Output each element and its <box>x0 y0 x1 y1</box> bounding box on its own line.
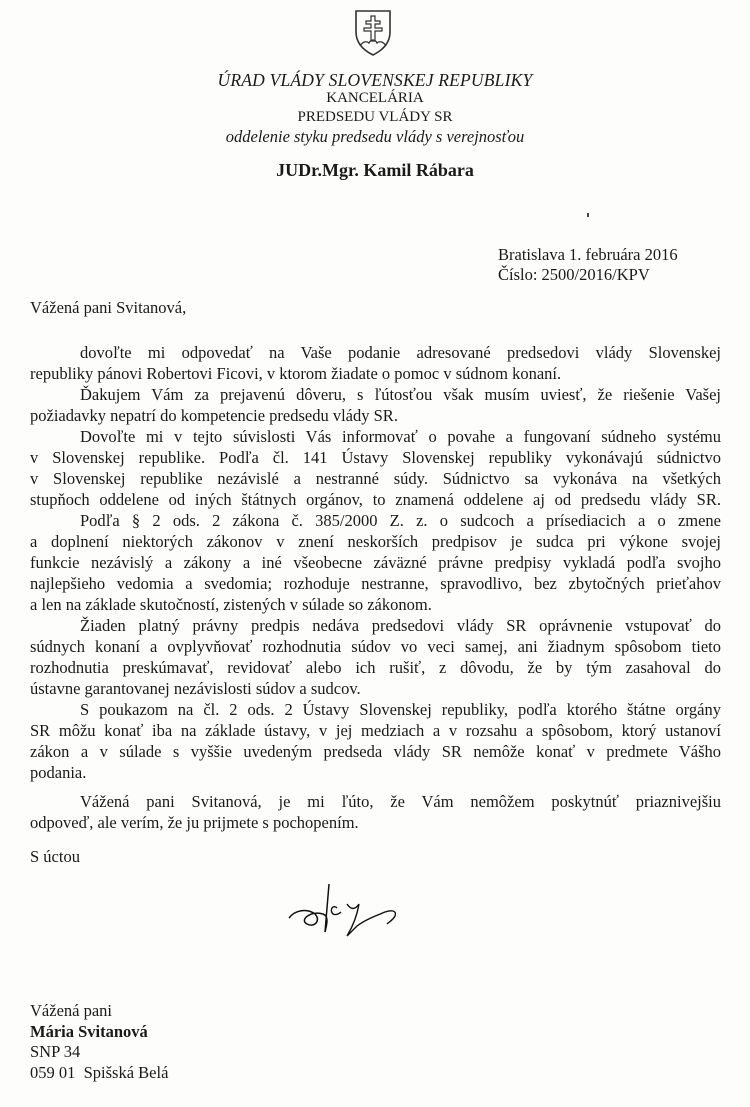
paragraph <box>30 615 721 699</box>
text-line: Vážená pani Svitanová, je mi ľúto, že Vám nemôžem poskytnúť priaznivejšiu <box>80 792 721 811</box>
text-line: podania. <box>30 763 87 782</box>
official-name: JUDr.Mgr. Kamil Rábara <box>276 160 474 180</box>
text-line: v Slovenskej republike nezávislé a nestranné súdy. Súdnictvo sa vykonáva na všetkých <box>30 469 721 488</box>
paragraph <box>30 426 721 510</box>
salutation: Vážená pani Svitanová, <box>30 298 187 317</box>
recipient-name: Mária Svitanová <box>30 1021 148 1041</box>
text-line: Podľa § 2 ods. 2 zákona č. 385/2000 Z. z. o sudcoch a prísediacich a o zmene <box>80 511 721 530</box>
chancellery-label: KANCELÁRIA <box>326 90 424 106</box>
recipient-address <box>30 1001 168 1083</box>
text-line: S poukazom na čl. 2 ods. 2 Ústavy Slovenskej republiky, podľa ktorého štátne orgány <box>80 700 721 719</box>
recipient-city: 059 01 Spišská Belá <box>30 1062 169 1082</box>
text-line: dovoľte mi odpovedať na Vaše podanie adresované predsedovi vlády Slovenskej <box>80 343 721 362</box>
pm-label: PREDSEDU VLÁDY SR <box>297 109 453 125</box>
paragraph <box>30 699 721 783</box>
paragraph <box>30 510 721 615</box>
text-line: v Slovenskej republike. Podľa čl. 141 Ústavy Slovenskej republiky vykonávajú súdnictvo <box>30 448 721 467</box>
text-line: Žiaden platný právny predpis nedáva predsedovi vlády SR oprávnenie vstupovať do <box>80 616 721 635</box>
text-line: najlepšieho vedomia a svedomia; rozhoduje nestranne, spravodlivo, bez zbytočných prieťahov <box>30 574 721 593</box>
closing: S úctou <box>30 847 80 866</box>
text-line: stupňoch oddelene od iných štátnych orgánov, to znamená oddelene aj od predsedu vlády SR. <box>30 490 721 509</box>
recipient-greeting: Vážená pani <box>30 1001 112 1020</box>
text-line: rozhodnutia preskúmavať, revidovať alebo ich rušiť, z dôvodu, že by tým zasahoval do <box>30 658 721 677</box>
scan-speck <box>587 213 589 217</box>
text-line: SR môžu konať iba na základe ústavy, v jej medziach a v rozsahu a spôsobom, ktorý ustanoví <box>30 721 721 740</box>
place-date: Bratislava 1. februára 2016 <box>498 245 678 264</box>
text-line: republiky pánovi Robertovi Ficovi, v ktorom žiadate o pomoc v súdnom konaní. <box>30 364 562 383</box>
text-line: odpoveď, ale verím, že ju prijmete s pochopením. <box>30 813 359 832</box>
text-line: zákon a v súlade s vyššie uvedeným predseda vlády SR nemôže konať v predmete Vášho <box>30 742 721 761</box>
text-line: a doplnení niektorých zákonov v znení neskorších predpisov je sudca pri výkone svojej <box>30 532 721 551</box>
date-reference-block <box>498 245 678 285</box>
text-line: a len na základe skutočností, zistených v súlade so zákonom. <box>30 595 432 614</box>
text-line: Ďakujem Vám za prejavenú dôveru, s ľútosťou však musím uviesť, že riešenie Vašej <box>80 385 721 404</box>
text-line: požiadavky nepatrí do kompetencie predsedu vlády SR. <box>30 406 398 425</box>
recipient-street: SNP 34 <box>30 1042 81 1061</box>
paragraph <box>30 342 721 384</box>
reference-number: Číslo: 2500/2016/KPV <box>498 265 650 284</box>
letter-body <box>30 342 721 833</box>
department-name: oddelenie styku predsedu vlády s verejnosťou <box>225 127 525 146</box>
text-line: funkcie nezávislý a zákony a iné všeobecne záväzné právne predpisy vykladá podľa svojho <box>30 553 721 572</box>
text-line: ústavne garantovanej nezávislosti súdov a sudcov. <box>30 679 361 698</box>
text-line: súdnych konaní a ovplyvňovať rozhodnutia súdov vo veci samej, ani žiadnym spôsobom tieto <box>30 637 721 656</box>
paragraph <box>30 384 721 426</box>
text-line: Dovoľte mi v tejto súvislosti Vás informovať o povahe a fungovaní súdneho systému <box>80 427 721 446</box>
slovak-coat-of-arms-icon <box>353 8 393 58</box>
paragraph <box>30 791 721 833</box>
office-name: ÚRAD VLÁDY SLOVENSKEJ REPUBLIKY <box>217 70 533 90</box>
handwritten-signature <box>285 880 415 945</box>
